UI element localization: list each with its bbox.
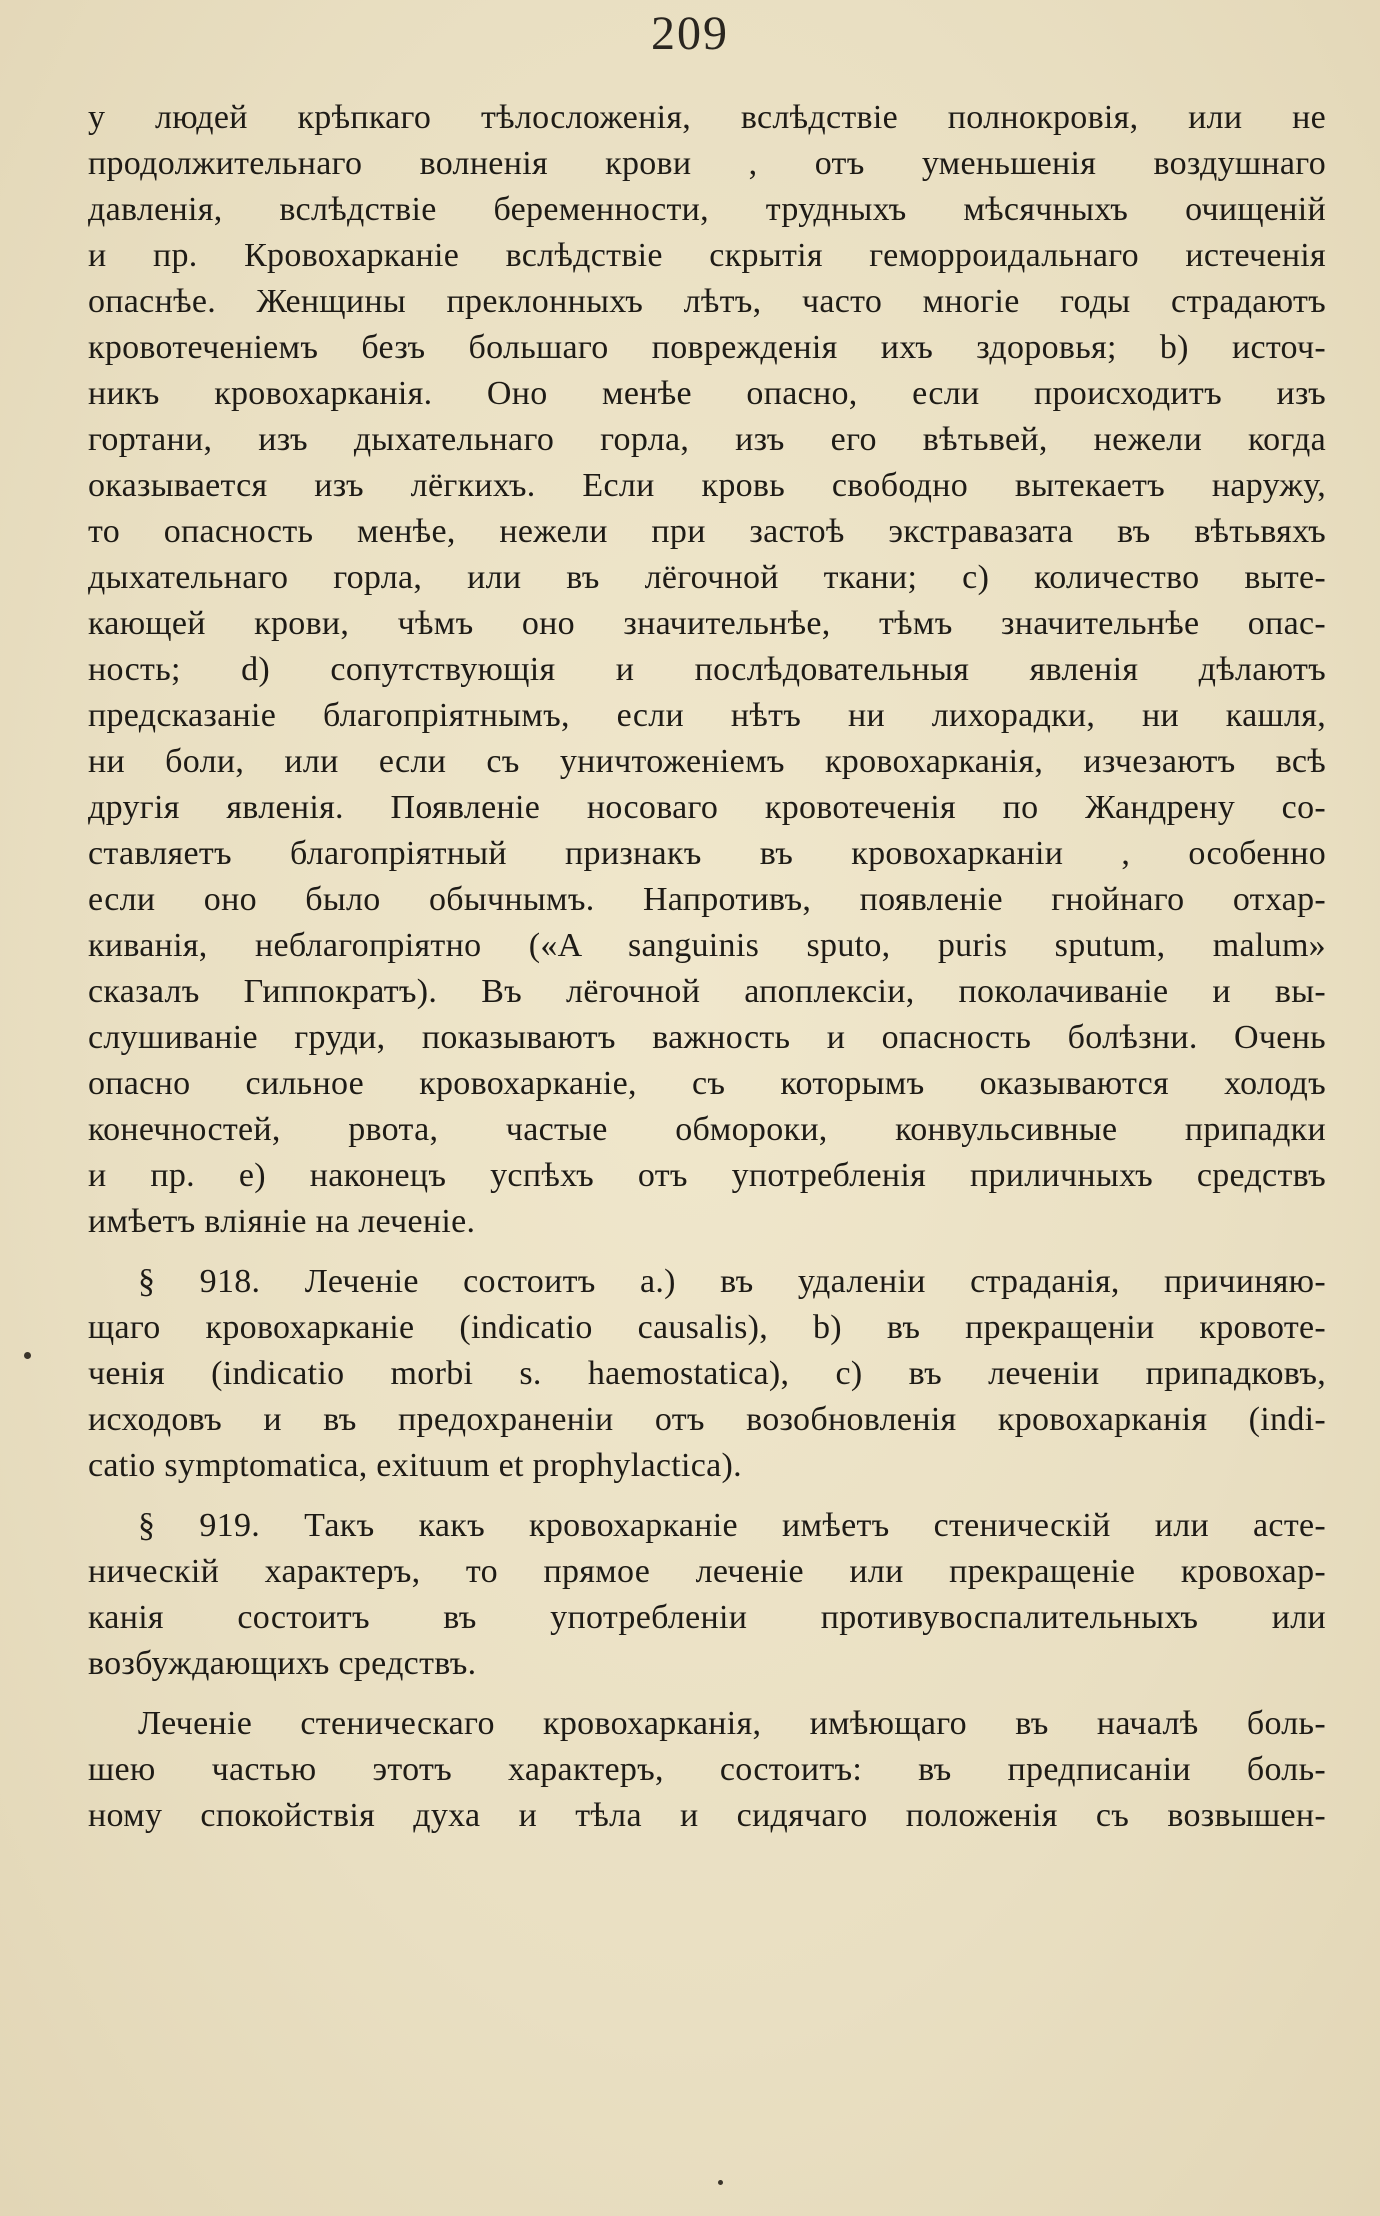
text-line: конечностей, рвота, частые обмороки, конвульсивные припадки — [88, 1111, 1326, 1148]
text-line: имѣетъ вліяніе на леченіе. — [88, 1203, 476, 1240]
paragraph-gap — [88, 1245, 1326, 1259]
text-line: catio symptomatica, exituum et prophylactica). — [88, 1447, 742, 1484]
text-line: исходовъ и въ предохраненіи отъ возобновленія кровохарканія (indi- — [88, 1401, 1326, 1438]
text-line: сказалъ Гиппократъ). Въ лёгочной апоплексіи, поколачиваніе и вы- — [88, 973, 1326, 1010]
text-line: щаго кровохарканіе (indicatio causalis), b) въ прекращеніи кровоте- — [88, 1309, 1326, 1346]
text-line: возбуждающихъ средствъ. — [88, 1645, 477, 1682]
text-line: никъ кровохарканія. Оно менѣе опасно, если происходитъ изъ — [88, 375, 1326, 412]
text-line: § 918. Леченіе состоитъ a.) въ удаленіи страданія, причиняю- — [138, 1263, 1326, 1300]
text-line: ность; d) сопутствующія и послѣдовательныя явленія дѣлаютъ — [88, 651, 1326, 688]
text-line: продолжительнаго волненія крови , отъ уменьшенія воздушнаго — [88, 145, 1326, 182]
text-line: гортани, изъ дыхательнаго горла, изъ его вѣтьвей, нежели когда — [88, 421, 1326, 458]
page-number: 209 — [651, 7, 729, 60]
text-line: киванія, неблагопріятно («A sanguinis sputo, puris sputum, malum» — [88, 927, 1326, 964]
paragraph-gap — [88, 1489, 1326, 1503]
text-line: ставляетъ благопріятный признакъ въ кровохарканіи , особенно — [88, 835, 1326, 872]
paragraph-gap — [88, 1687, 1326, 1701]
text-line: кровотеченіемъ безъ большаго поврежденія ихъ здоровья; b) источ- — [88, 329, 1326, 366]
text-line: другія явленія. Появленіе носоваго кровотеченія по Жандрену со- — [88, 789, 1326, 826]
text-line: оказывается изъ лёгкихъ. Если кровь свободно вытекаетъ наружу, — [88, 467, 1326, 504]
text-line: опаснѣе. Женщины преклонныхъ лѣтъ, часто многіе годы страдаютъ — [88, 283, 1326, 320]
text-line: кающей крови, чѣмъ оно значительнѣе, тѣмъ значительнѣе опас- — [88, 605, 1326, 642]
text-line: то опасность менѣе, нежели при застоѣ экстравазата въ вѣтьвяхъ — [88, 513, 1326, 550]
text-line: если оно было обычнымъ. Напротивъ, появленіе гнойнаго отхар- — [88, 881, 1326, 918]
text-line: шею частью этотъ характеръ, состоитъ: въ предписаніи боль- — [88, 1751, 1326, 1788]
margin-speck — [24, 1352, 31, 1359]
text-line: ченія (indicatio morbi s. haemostatica), c) въ леченіи припадковъ, — [88, 1355, 1326, 1392]
text-line: давленія, вслѣдствіе беременности, трудныхъ мѣсячныхъ очищеній — [88, 191, 1326, 228]
text-line: канія состоитъ въ употребленіи противувоспалительныхъ или — [88, 1599, 1326, 1636]
text-line: § 919. Такъ какъ кровохарканіе имѣетъ стеническій или асте- — [138, 1507, 1326, 1544]
text-line: и пр. Кровохарканіе вслѣдствіе скрытія геморроидальнаго истеченія — [88, 237, 1326, 274]
text-line: ническій характеръ, то прямое леченіе или прекращеніе кровохар- — [88, 1553, 1326, 1590]
text-line: слушиваніе груди, показываютъ важность и опасность болѣзни. Очень — [88, 1019, 1326, 1056]
text-line: опасно сильное кровохарканіе, съ которымъ оказываются холодъ — [88, 1065, 1326, 1102]
text-line: дыхательнаго горла, или въ лёгочной ткани; c) количество выте- — [88, 559, 1326, 596]
text-line: Леченіе стеническаго кровохарканія, имѣющаго въ началѣ боль- — [138, 1705, 1326, 1742]
text-line: предсказаніе благопріятнымъ, если нѣтъ ни лихорадки, ни кашля, — [88, 697, 1326, 734]
text-line: и пр. e) наконецъ успѣхъ отъ употребленія приличныхъ средствъ — [88, 1157, 1326, 1194]
text-line: ному спокойствія духа и тѣла и сидячаго положенія съ возвышен- — [88, 1797, 1326, 1834]
text-line: у людей крѣпкаго тѣлосложенія, вслѣдствіе полнокровія, или не — [88, 99, 1326, 136]
text-line: ни боли, или если съ уничтоженіемъ кровохарканія, изчезаютъ всѣ — [88, 743, 1326, 780]
bottom-speck — [718, 2180, 723, 2185]
body-text — [88, 95, 1326, 1839]
